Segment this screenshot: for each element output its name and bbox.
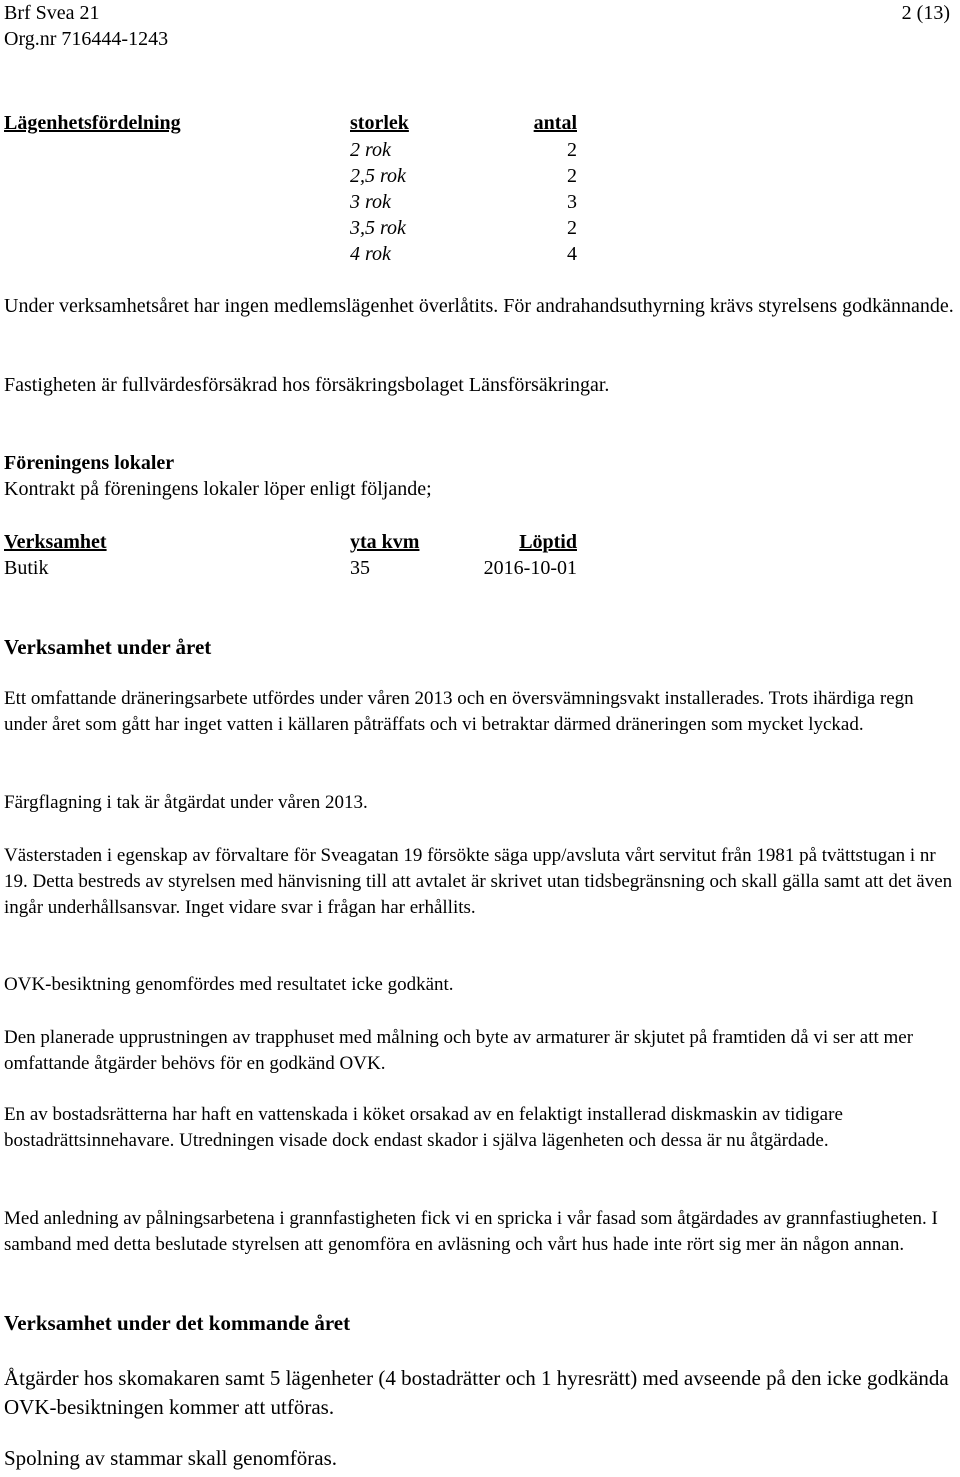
apartment-count: 4 — [567, 243, 577, 265]
apartment-size: 3,5 rok — [350, 217, 406, 239]
premises-row-business: Butik — [4, 557, 49, 579]
premises-col-business: Verksamhet — [4, 531, 107, 553]
premises-row-area: 35 — [350, 557, 370, 579]
subletting-text: Under verksamhetsåret har ingen medlemslägenhet överlåtits. För andrahandsuthyrning krävs styrelsens godkännande. — [4, 295, 954, 317]
activities-title: Verksamhet under året — [4, 635, 212, 659]
premises-col-area: yta kvm — [350, 531, 420, 553]
premises-row-term: 2016-10-01 — [483, 557, 577, 579]
activities-facade-text: Med anledning av pålningsarbetena i grannfastigheten fick vi en spricka i vår fasad som åtgärdades av grannfastiugheten. I samband med detta beslutade styrelsen att genomföra en avläsning och vårt hus hade inte rört sig mer än någon annan. — [4, 1208, 938, 1255]
apartment-size: 4 rok — [350, 243, 391, 265]
apartment-size: 2,5 rok — [350, 165, 406, 187]
apartments-title: Lägenhetsfördelning — [4, 112, 181, 134]
apartment-size: 3 rok — [350, 191, 391, 213]
apartment-size: 2 rok — [350, 139, 391, 161]
apartment-count: 2 — [567, 139, 577, 161]
upcoming-ovk-text: Åtgärder hos skomakaren samt 5 lägenheter (4 bostadrätter och 1 hyresrätt) med avseende på den icke godkända OVK-besiktningen kommer att utföras. — [4, 1366, 949, 1419]
activities-ceiling-text: Färgflagning i tak är åtgärdat under våren 2013. — [4, 792, 368, 813]
activities-ovk-text: OVK-besiktning genomfördes med resultatet icke godkänt. — [4, 974, 454, 995]
apartment-count: 2 — [567, 165, 577, 187]
apartment-count: 3 — [567, 191, 577, 213]
activities-water-damage-text: En av bostadsrätterna har haft en vattenskada i köket orsakad av en felaktigt installerad diskmaskin av tidigare bostadrättsinnehavare. Utredningen visade dock endast skador i själva lägenheten och dessa är nu åtgärdade. — [4, 1104, 843, 1151]
page-number: 2 (13) — [901, 2, 950, 24]
org-name: Brf Svea 21 — [4, 2, 100, 24]
upcoming-title: Verksamhet under det kommande året — [4, 1311, 351, 1335]
activities-stairwell-text: Den planerade upprustningen av trapphuset med målning och byte av armaturer är skjutet på framtiden då vi ser att mer omfattande åtgärder behövs för en godkänd OVK. — [4, 1027, 914, 1074]
premises-col-term: Löptid — [519, 531, 577, 553]
activities-drainage-text: Ett omfattande dräneringsarbete utfördes under våren 2013 och en översvämningsvakt installerades. Trots ihärdiga regn under året som gått har inget vatten i källaren påträffats och vi betraktar därmed dräneringen som mycket lyckad. — [4, 688, 914, 735]
apartment-count: 2 — [567, 217, 577, 239]
upcoming-pipes-text: Spolning av stammar skall genomföras. — [4, 1446, 338, 1470]
premises-intro: Kontrakt på föreningens lokaler löper enligt följande; — [4, 478, 432, 500]
org-number: Org.nr 716444-1243 — [4, 28, 169, 50]
insurance-text: Fastigheten är fullvärdesförsäkrad hos försäkringsbolaget Länsförsäkringar. — [4, 374, 610, 396]
premises-title: Föreningens lokaler — [4, 452, 175, 474]
apartments-col-size: storlek — [350, 112, 409, 134]
activities-servitude-text: Västerstaden i egenskap av förvaltare för Sveagatan 19 försökte säga upp/avsluta vårt servitut från 1981 på tvättstugan i nr 19. Detta bestreds av styrelsen med hänvisning till att avtalet är skrivet utan tidsbegränsning och skall gälla samt att det även ingår underhållsansvar. Inget vidare svar i frågan har erhållits. — [4, 845, 953, 918]
apartments-col-count: antal — [533, 112, 577, 134]
